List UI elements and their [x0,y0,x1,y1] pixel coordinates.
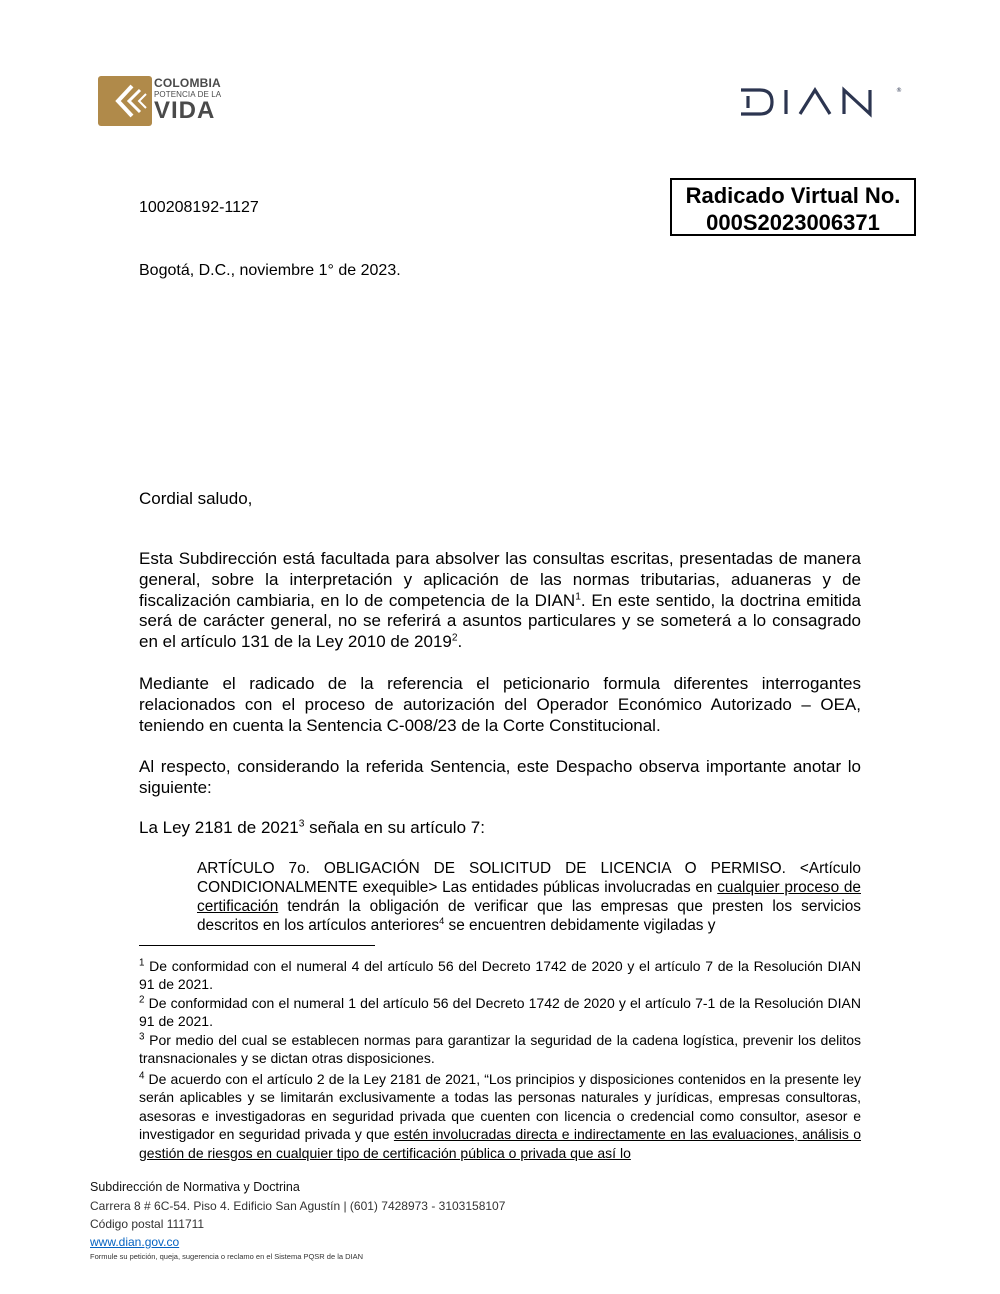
footer-website-link[interactable]: www.dian.gov.co [90,1235,180,1249]
footnote-ref-4[interactable]: 4 [439,915,445,926]
dian-wordmark-icon [738,82,904,122]
paragraph-3: Al respecto, considerando la referida Sentencia, este Despacho observa importante anotar lo siguiente: [139,757,861,797]
colombia-emblem-icon [98,76,152,126]
footer-pqsr-note: Formule su petición, queja, sugerencia o reclamo en el Sistema PQSR de la DIAN [90,1252,364,1261]
footnote-ref-2[interactable]: 2 [451,632,458,644]
letter-date: Bogotá, D.C., noviembre 1° de 2023. [139,262,401,279]
footer-unit: Subdirección de Normativa y Doctrina [90,1180,300,1194]
logo-text-colombia: COLOMBIA [154,76,221,90]
reference-number: 100208192-1127 [139,199,259,216]
radicado-number: 000S2023006371 [706,210,880,235]
footnote-4: $^4$ De acuerdo con el artículo 2 de la Ley 2181 de 2021, “Los principios y disposiciones contenidos en la presente ley serán aplicables y se limitarán exclusivamente a todas las personas naturales y jurídicas, empresas consultoras, asesoras e investigadoras en seguridad privada que cuenten con licencia o credencial como consultor, asesor e investigador en seguridad privada y que estén involucradas directa e indirectamente en las evaluaciones, análisis o gestión de riesgos en cualquier tipo de certificación pública o privada que así lo [139,1070,862,1161]
paragraph-2: Mediante el radicado de la referencia el peticionario formula diferentes interrogantes relacionados con el proceso de autorización del Operador Económico Autorizado – OEA, teniendo en cuenta la Sentencia C-008/23 de la Corte Constitucional. [139,674,861,735]
underlined-phrase: cualquier proceso de certificación [197,879,861,915]
radicado-label: Radicado Virtual No. [685,183,901,208]
footnote-4-underlined: estén involucradas directa e indirectamente en las evaluaciones, análisis o gestión de riesgos en cualquier tipo de certificación pública o privada que así lo [139,1126,862,1161]
greeting: Cordial saludo, [139,489,253,508]
paragraph-1: Esta Subdirección está facultada para absolver las consultas escritas, presentadas de manera general, sobre la interpretación y aplicación de las normas tributarias, aduaneras y de fiscalización cambiaria, en lo de competencia de la DIAN$^1$. En este sentido, la doctrina emitida será de carácter general, no se referirá a asuntos particulares y se someterá a lo consagrado en el artículo 131 de la Ley 2010 de 2019$^2$. [139,549,862,652]
footnote-1: $^1$ De conformidad con el numeral 4 del artículo 56 del Decreto 1742 de 2020 y el artículo 7 de la Resolución DIAN 91 de 2021. [139,957,861,993]
paragraph-4: La Ley 2181 de 2021$^3$ señala en su artículo 7: [139,818,485,837]
radicado-box [670,178,916,236]
footnote-separator [139,945,375,946]
logo-text-vida: VIDA [154,97,216,124]
svg-text:®: ® [896,87,902,94]
dian-logo [738,82,904,122]
logo-text-potencia: POTENCIA DE LA [154,90,222,99]
footnote-ref-3[interactable]: 3 [298,818,305,830]
footnote-3: $^3$ Por medio del cual se establecen normas para garantizar la seguridad de la cadena logística, prevenir los delitos transnacionales y se dictan otras disposiciones. [139,1031,861,1067]
footer-address: Carrera 8 # 6C-54. Piso 4. Edificio San Agustín | (601) 7428973 - 3103158107 [90,1199,506,1213]
law-quote: ARTÍCULO 7o. OBLIGACIÓN DE SOLICITUD DE LICENCIA O PERMISO. <Artículo CONDICIONALMENTE exequible> Las entidades públicas involucradas en cualquier proceso de certificación tendrán la obligación de verificar que las empresas que presten los servicios descritos en los artículos anteriores$^4$ se encuentren debidamente vigiladas y [197,860,861,934]
footnote-ref-1[interactable]: 1 [575,590,581,602]
footnote-2: $^2$ De conformidad con el numeral 1 del artículo 56 del Decreto 1742 de 2020 y el artículo 7-1 de la Resolución DIAN 91 de 2021. [139,994,861,1030]
footer-postal-code: Código postal 111711 [90,1217,205,1231]
colombia-logo [98,76,238,128]
